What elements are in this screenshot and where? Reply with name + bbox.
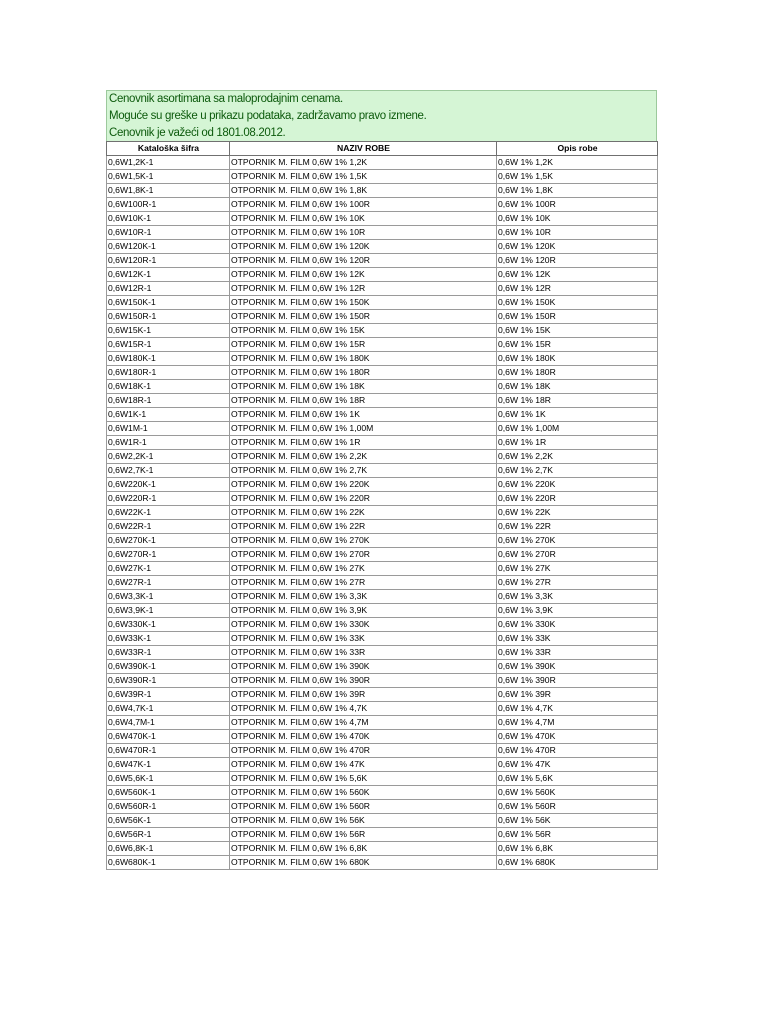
item-name-cell[interactable]: OTPORNIK M. FILM 0,6W 1% 22K <box>230 506 497 520</box>
item-description-cell[interactable]: 0,6W 1% 4,7K <box>497 702 658 716</box>
item-description-cell[interactable]: 0,6W 1% 560R <box>497 800 658 814</box>
item-description-cell[interactable]: 0,6W 1% 3,9K <box>497 604 658 618</box>
table-row[interactable] <box>107 212 658 226</box>
item-name-cell[interactable]: OTPORNIK M. FILM 0,6W 1% 270R <box>230 548 497 562</box>
item-description-cell[interactable]: 0,6W 1% 15K <box>497 324 658 338</box>
banner-line-disclaimer: Moguće su greške u prikazu podataka, zadržavamo pravo izmene. <box>109 110 427 122</box>
catalog-code-cell[interactable]: 0,6W1R-1 <box>107 436 230 450</box>
catalog-code-cell[interactable]: 0,6W180K-1 <box>107 352 230 366</box>
table-row[interactable] <box>107 632 658 646</box>
item-name-cell[interactable]: OTPORNIK M. FILM 0,6W 1% 47K <box>230 758 497 772</box>
catalog-code-cell[interactable]: 0,6W560K-1 <box>107 786 230 800</box>
item-name-cell[interactable]: OTPORNIK M. FILM 0,6W 1% 120R <box>230 254 497 268</box>
item-name-cell[interactable]: OTPORNIK M. FILM 0,6W 1% 27K <box>230 562 497 576</box>
catalog-code-cell[interactable]: 0,6W220R-1 <box>107 492 230 506</box>
catalog-code-cell[interactable]: 0,6W4,7M-1 <box>107 716 230 730</box>
item-description-cell[interactable]: 0,6W 1% 1,8K <box>497 184 658 198</box>
catalog-code-cell[interactable]: 0,6W180R-1 <box>107 366 230 380</box>
item-name-cell[interactable]: OTPORNIK M. FILM 0,6W 1% 56R <box>230 828 497 842</box>
table-body <box>107 156 658 870</box>
item-name-cell[interactable]: OTPORNIK M. FILM 0,6W 1% 180R <box>230 366 497 380</box>
item-name-cell[interactable]: OTPORNIK M. FILM 0,6W 1% 120K <box>230 240 497 254</box>
catalog-code-cell[interactable]: 0,6W1K-1 <box>107 408 230 422</box>
item-name-cell[interactable]: OTPORNIK M. FILM 0,6W 1% 4,7K <box>230 702 497 716</box>
table-row[interactable] <box>107 464 658 478</box>
catalog-code-cell[interactable]: 0,6W39R-1 <box>107 688 230 702</box>
item-name-cell[interactable]: OTPORNIK M. FILM 0,6W 1% 27R <box>230 576 497 590</box>
item-description-cell[interactable]: 0,6W 1% 1,5K <box>497 170 658 184</box>
item-name-cell[interactable]: OTPORNIK M. FILM 0,6W 1% 1,8K <box>230 184 497 198</box>
catalog-code-cell[interactable]: 0,6W3,9K-1 <box>107 604 230 618</box>
table-row[interactable] <box>107 800 658 814</box>
item-description-cell[interactable]: 0,6W 1% 150R <box>497 310 658 324</box>
catalog-code-cell[interactable]: 0,6W33K-1 <box>107 632 230 646</box>
item-description-cell[interactable]: 0,6W 1% 680K <box>497 856 658 870</box>
catalog-code-cell[interactable]: 0,6W10R-1 <box>107 226 230 240</box>
item-description-cell[interactable]: 0,6W 1% 100R <box>497 198 658 212</box>
catalog-code-cell[interactable]: 0,6W56R-1 <box>107 828 230 842</box>
catalog-code-cell[interactable]: 0,6W680K-1 <box>107 856 230 870</box>
catalog-code-cell[interactable]: 0,6W150R-1 <box>107 310 230 324</box>
item-description-cell[interactable]: 0,6W 1% 390K <box>497 660 658 674</box>
item-name-cell[interactable]: OTPORNIK M. FILM 0,6W 1% 3,3K <box>230 590 497 604</box>
catalog-code-cell[interactable]: 0,6W330K-1 <box>107 618 230 632</box>
table-row[interactable] <box>107 828 658 842</box>
catalog-code-cell[interactable]: 0,6W6,8K-1 <box>107 842 230 856</box>
item-description-cell[interactable]: 0,6W 1% 270K <box>497 534 658 548</box>
item-description-cell[interactable]: 0,6W 1% 39R <box>497 688 658 702</box>
price-list-sheet <box>106 90 657 870</box>
item-name-cell[interactable]: OTPORNIK M. FILM 0,6W 1% 18R <box>230 394 497 408</box>
table-row[interactable] <box>107 366 658 380</box>
item-name-cell[interactable]: OTPORNIK M. FILM 0,6W 1% 390K <box>230 660 497 674</box>
table-row[interactable] <box>107 618 658 632</box>
item-name-cell[interactable]: OTPORNIK M. FILM 0,6W 1% 2,7K <box>230 464 497 478</box>
table-row[interactable] <box>107 506 658 520</box>
catalog-code-cell[interactable]: 0,6W5,6K-1 <box>107 772 230 786</box>
table-row[interactable] <box>107 702 658 716</box>
table-row[interactable] <box>107 282 658 296</box>
item-description-cell[interactable]: 0,6W 1% 22R <box>497 520 658 534</box>
catalog-code-cell[interactable]: 0,6W120R-1 <box>107 254 230 268</box>
item-name-cell[interactable]: OTPORNIK M. FILM 0,6W 1% 15R <box>230 338 497 352</box>
table-row[interactable] <box>107 590 658 604</box>
catalog-code-cell[interactable]: 0,6W470K-1 <box>107 730 230 744</box>
item-description-cell[interactable]: 0,6W 1% 3,3K <box>497 590 658 604</box>
table-row[interactable] <box>107 352 658 366</box>
item-description-cell[interactable]: 0,6W 1% 330K <box>497 618 658 632</box>
table-row[interactable] <box>107 562 658 576</box>
table-row[interactable] <box>107 156 658 170</box>
table-row[interactable] <box>107 170 658 184</box>
table-row[interactable] <box>107 492 658 506</box>
item-name-cell[interactable]: OTPORNIK M. FILM 0,6W 1% 33R <box>230 646 497 660</box>
item-description-cell[interactable]: 0,6W 1% 1K <box>497 408 658 422</box>
catalog-code-cell[interactable]: 0,6W2,7K-1 <box>107 464 230 478</box>
catalog-code-cell[interactable]: 0,6W56K-1 <box>107 814 230 828</box>
table-row[interactable] <box>107 576 658 590</box>
banner-line-title: Cenovnik asortimana sa maloprodajnim cenama. <box>109 93 343 105</box>
table-row[interactable] <box>107 296 658 310</box>
item-description-cell[interactable]: 0,6W 1% 27K <box>497 562 658 576</box>
item-description-cell[interactable]: 0,6W 1% 33R <box>497 646 658 660</box>
banner-line-validity: Cenovnik je važeći od 1801.08.2012. <box>109 127 286 139</box>
header-item-name[interactable]: NAZIV ROBE <box>230 142 497 156</box>
item-description-cell[interactable]: 0,6W 1% 390R <box>497 674 658 688</box>
catalog-code-cell[interactable]: 0,6W27R-1 <box>107 576 230 590</box>
item-description-cell[interactable]: 0,6W 1% 47K <box>497 758 658 772</box>
item-name-cell[interactable]: OTPORNIK M. FILM 0,6W 1% 560R <box>230 800 497 814</box>
item-description-cell[interactable]: 0,6W 1% 470K <box>497 730 658 744</box>
catalog-code-cell[interactable]: 0,6W1M-1 <box>107 422 230 436</box>
catalog-code-cell[interactable]: 0,6W470R-1 <box>107 744 230 758</box>
item-description-cell[interactable]: 0,6W 1% 2,2K <box>497 450 658 464</box>
table-row[interactable] <box>107 380 658 394</box>
table-row[interactable] <box>107 856 658 870</box>
item-name-cell[interactable]: OTPORNIK M. FILM 0,6W 1% 150R <box>230 310 497 324</box>
table-row[interactable] <box>107 604 658 618</box>
catalog-code-cell[interactable]: 0,6W15R-1 <box>107 338 230 352</box>
table-row[interactable] <box>107 226 658 240</box>
item-description-cell[interactable]: 0,6W 1% 12R <box>497 282 658 296</box>
item-name-cell[interactable]: OTPORNIK M. FILM 0,6W 1% 1K <box>230 408 497 422</box>
table-row[interactable] <box>107 198 658 212</box>
item-name-cell[interactable]: OTPORNIK M. FILM 0,6W 1% 100R <box>230 198 497 212</box>
item-name-cell[interactable]: OTPORNIK M. FILM 0,6W 1% 39R <box>230 688 497 702</box>
table-row[interactable] <box>107 688 658 702</box>
item-name-cell[interactable]: OTPORNIK M. FILM 0,6W 1% 330K <box>230 618 497 632</box>
table-row[interactable] <box>107 268 658 282</box>
table-row[interactable] <box>107 520 658 534</box>
item-description-cell[interactable]: 0,6W 1% 180K <box>497 352 658 366</box>
item-name-cell[interactable]: OTPORNIK M. FILM 0,6W 1% 680K <box>230 856 497 870</box>
catalog-code-cell[interactable]: 0,6W22R-1 <box>107 520 230 534</box>
table-row[interactable] <box>107 786 658 800</box>
price-list-banner <box>106 90 657 141</box>
table-row[interactable] <box>107 310 658 324</box>
item-description-cell[interactable]: 0,6W 1% 33K <box>497 632 658 646</box>
item-description-cell[interactable]: 0,6W 1% 560K <box>497 786 658 800</box>
catalog-code-cell[interactable]: 0,6W15K-1 <box>107 324 230 338</box>
price-list-table <box>106 141 658 870</box>
table-row[interactable] <box>107 646 658 660</box>
item-description-cell[interactable]: 0,6W 1% 1,2K <box>497 156 658 170</box>
catalog-code-cell[interactable]: 0,6W150K-1 <box>107 296 230 310</box>
item-name-cell[interactable]: OTPORNIK M. FILM 0,6W 1% 150K <box>230 296 497 310</box>
item-name-cell[interactable]: OTPORNIK M. FILM 0,6W 1% 270K <box>230 534 497 548</box>
item-description-cell[interactable]: 0,6W 1% 18R <box>497 394 658 408</box>
table-row[interactable] <box>107 478 658 492</box>
item-description-cell[interactable]: 0,6W 1% 1,00M <box>497 422 658 436</box>
item-description-cell[interactable]: 0,6W 1% 27R <box>497 576 658 590</box>
item-name-cell[interactable]: OTPORNIK M. FILM 0,6W 1% 220R <box>230 492 497 506</box>
catalog-code-cell[interactable]: 0,6W27K-1 <box>107 562 230 576</box>
item-name-cell[interactable]: OTPORNIK M. FILM 0,6W 1% 6,8K <box>230 842 497 856</box>
catalog-code-cell[interactable]: 0,6W4,7K-1 <box>107 702 230 716</box>
item-description-cell[interactable]: 0,6W 1% 470R <box>497 744 658 758</box>
item-description-cell[interactable]: 0,6W 1% 1R <box>497 436 658 450</box>
item-name-cell[interactable]: OTPORNIK M. FILM 0,6W 1% 33K <box>230 632 497 646</box>
table-row[interactable] <box>107 716 658 730</box>
table-row[interactable] <box>107 842 658 856</box>
catalog-code-cell[interactable]: 0,6W390R-1 <box>107 674 230 688</box>
item-name-cell[interactable]: OTPORNIK M. FILM 0,6W 1% 1,00M <box>230 422 497 436</box>
item-description-cell[interactable]: 0,6W 1% 18K <box>497 380 658 394</box>
item-name-cell[interactable]: OTPORNIK M. FILM 0,6W 1% 1R <box>230 436 497 450</box>
item-description-cell[interactable]: 0,6W 1% 4,7M <box>497 716 658 730</box>
catalog-code-cell[interactable]: 0,6W560R-1 <box>107 800 230 814</box>
item-name-cell[interactable]: OTPORNIK M. FILM 0,6W 1% 12R <box>230 282 497 296</box>
table-row[interactable] <box>107 184 658 198</box>
item-description-cell[interactable]: 0,6W 1% 22K <box>497 506 658 520</box>
table-row[interactable] <box>107 394 658 408</box>
item-name-cell[interactable]: OTPORNIK M. FILM 0,6W 1% 220K <box>230 478 497 492</box>
catalog-code-cell[interactable]: 0,6W18K-1 <box>107 380 230 394</box>
table-row[interactable] <box>107 436 658 450</box>
item-name-cell[interactable]: OTPORNIK M. FILM 0,6W 1% 15K <box>230 324 497 338</box>
item-description-cell[interactable]: 0,6W 1% 220K <box>497 478 658 492</box>
item-name-cell[interactable]: OTPORNIK M. FILM 0,6W 1% 180K <box>230 352 497 366</box>
item-description-cell[interactable]: 0,6W 1% 270R <box>497 548 658 562</box>
table-row[interactable] <box>107 240 658 254</box>
item-name-cell[interactable]: OTPORNIK M. FILM 0,6W 1% 18K <box>230 380 497 394</box>
catalog-code-cell[interactable]: 0,6W100R-1 <box>107 198 230 212</box>
catalog-code-cell[interactable]: 0,6W270R-1 <box>107 548 230 562</box>
catalog-code-cell[interactable]: 0,6W1,8K-1 <box>107 184 230 198</box>
catalog-code-cell[interactable]: 0,6W12K-1 <box>107 268 230 282</box>
item-description-cell[interactable]: 0,6W 1% 150K <box>497 296 658 310</box>
item-name-cell[interactable]: OTPORNIK M. FILM 0,6W 1% 12K <box>230 268 497 282</box>
table-row[interactable] <box>107 450 658 464</box>
catalog-code-cell[interactable]: 0,6W47K-1 <box>107 758 230 772</box>
table-row[interactable] <box>107 744 658 758</box>
item-name-cell[interactable]: OTPORNIK M. FILM 0,6W 1% 470K <box>230 730 497 744</box>
catalog-code-cell[interactable]: 0,6W270K-1 <box>107 534 230 548</box>
catalog-code-cell[interactable]: 0,6W18R-1 <box>107 394 230 408</box>
item-name-cell[interactable]: OTPORNIK M. FILM 0,6W 1% 1,5K <box>230 170 497 184</box>
item-description-cell[interactable]: 0,6W 1% 10R <box>497 226 658 240</box>
item-description-cell[interactable]: 0,6W 1% 15R <box>497 338 658 352</box>
table-row[interactable] <box>107 772 658 786</box>
item-name-cell[interactable]: OTPORNIK M. FILM 0,6W 1% 56K <box>230 814 497 828</box>
item-description-cell[interactable]: 0,6W 1% 2,7K <box>497 464 658 478</box>
item-description-cell[interactable]: 0,6W 1% 12K <box>497 268 658 282</box>
item-name-cell[interactable]: OTPORNIK M. FILM 0,6W 1% 560K <box>230 786 497 800</box>
item-name-cell[interactable]: OTPORNIK M. FILM 0,6W 1% 1,2K <box>230 156 497 170</box>
item-description-cell[interactable]: 0,6W 1% 120R <box>497 254 658 268</box>
item-name-cell[interactable]: OTPORNIK M. FILM 0,6W 1% 4,7M <box>230 716 497 730</box>
table-row[interactable] <box>107 660 658 674</box>
table-row[interactable] <box>107 324 658 338</box>
item-name-cell[interactable]: OTPORNIK M. FILM 0,6W 1% 22R <box>230 520 497 534</box>
table-row[interactable] <box>107 758 658 772</box>
table-row[interactable] <box>107 254 658 268</box>
item-description-cell[interactable]: 0,6W 1% 120K <box>497 240 658 254</box>
item-name-cell[interactable]: OTPORNIK M. FILM 0,6W 1% 470R <box>230 744 497 758</box>
catalog-code-cell[interactable]: 0,6W22K-1 <box>107 506 230 520</box>
item-name-cell[interactable]: OTPORNIK M. FILM 0,6W 1% 2,2K <box>230 450 497 464</box>
item-description-cell[interactable]: 0,6W 1% 10K <box>497 212 658 226</box>
item-description-cell[interactable]: 0,6W 1% 6,8K <box>497 842 658 856</box>
table-row[interactable] <box>107 548 658 562</box>
item-name-cell[interactable]: OTPORNIK M. FILM 0,6W 1% 10K <box>230 212 497 226</box>
header-item-description[interactable]: Opis robe <box>497 142 658 156</box>
item-description-cell[interactable]: 0,6W 1% 5,6K <box>497 772 658 786</box>
table-row[interactable] <box>107 338 658 352</box>
table-row[interactable] <box>107 408 658 422</box>
catalog-code-cell[interactable]: 0,6W1,5K-1 <box>107 170 230 184</box>
table-row[interactable] <box>107 422 658 436</box>
header-catalog-code[interactable]: Kataloška šifra <box>107 142 230 156</box>
table-header-row <box>107 142 658 156</box>
catalog-code-cell[interactable]: 0,6W220K-1 <box>107 478 230 492</box>
item-description-cell[interactable]: 0,6W 1% 220R <box>497 492 658 506</box>
table-row[interactable] <box>107 730 658 744</box>
catalog-code-cell[interactable]: 0,6W1,2K-1 <box>107 156 230 170</box>
item-name-cell[interactable]: OTPORNIK M. FILM 0,6W 1% 390R <box>230 674 497 688</box>
item-description-cell[interactable]: 0,6W 1% 56K <box>497 814 658 828</box>
table-row[interactable] <box>107 674 658 688</box>
catalog-code-cell[interactable]: 0,6W120K-1 <box>107 240 230 254</box>
item-name-cell[interactable]: OTPORNIK M. FILM 0,6W 1% 3,9K <box>230 604 497 618</box>
item-name-cell[interactable]: OTPORNIK M. FILM 0,6W 1% 5,6K <box>230 772 497 786</box>
catalog-code-cell[interactable]: 0,6W33R-1 <box>107 646 230 660</box>
catalog-code-cell[interactable]: 0,6W390K-1 <box>107 660 230 674</box>
catalog-code-cell[interactable]: 0,6W10K-1 <box>107 212 230 226</box>
item-description-cell[interactable]: 0,6W 1% 180R <box>497 366 658 380</box>
item-name-cell[interactable]: OTPORNIK M. FILM 0,6W 1% 10R <box>230 226 497 240</box>
catalog-code-cell[interactable]: 0,6W3,3K-1 <box>107 590 230 604</box>
catalog-code-cell[interactable]: 0,6W2,2K-1 <box>107 450 230 464</box>
item-description-cell[interactable]: 0,6W 1% 56R <box>497 828 658 842</box>
table-row[interactable] <box>107 814 658 828</box>
table-row[interactable] <box>107 534 658 548</box>
catalog-code-cell[interactable]: 0,6W12R-1 <box>107 282 230 296</box>
